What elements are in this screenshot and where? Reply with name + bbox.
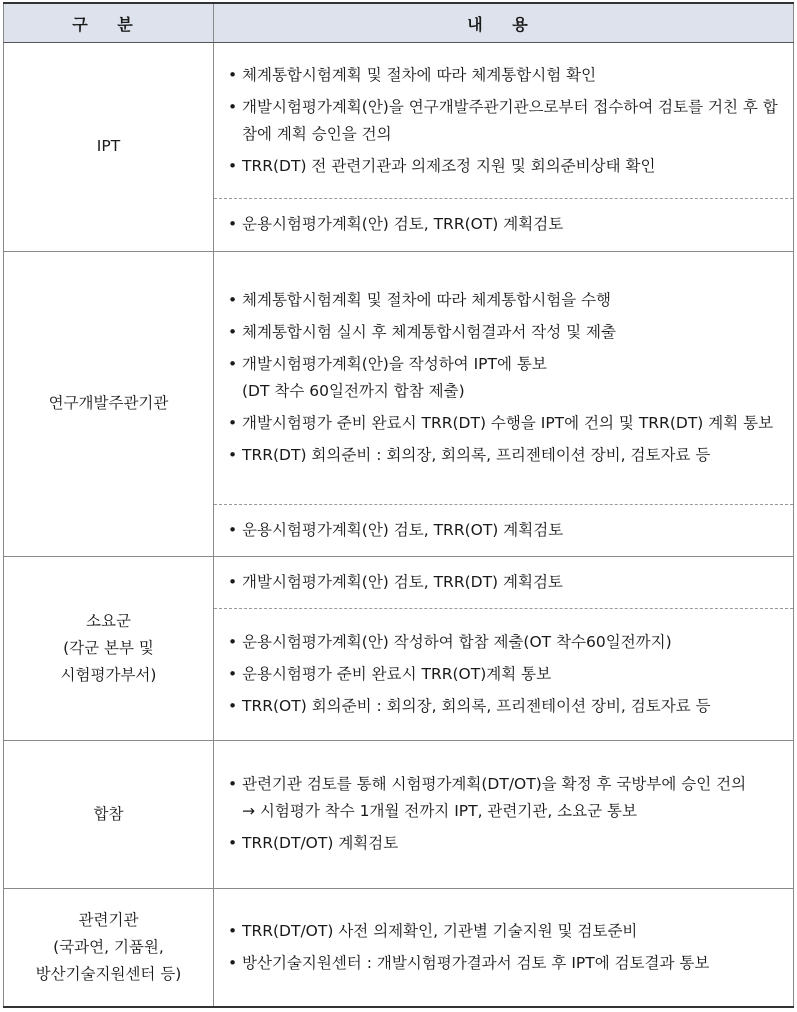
bullet-item <box>228 319 781 346</box>
bullet-icon: • <box>228 322 238 341</box>
table-row <box>4 888 794 1007</box>
bullet-icon: • <box>228 215 238 234</box>
table-row <box>4 741 794 888</box>
bullet-text: 개발시험평가계획(안)을 연구개발주관기관으로부터 접수하여 검토를 거친 후 합참에 계획 승인을 건의 <box>242 97 778 143</box>
bullet-text: TRR(DT/OT) 사전 의제확인, 기관별 기술지원 및 검토준비 <box>242 921 638 940</box>
header-row <box>4 3 794 43</box>
bullet-item <box>228 94 781 148</box>
bullet-text: 방산기술지원센터 : 개발시험평가결과서 검토 후 IPT에 검토결과 통보 <box>242 953 710 972</box>
bullet-item <box>228 629 781 656</box>
bullet-item <box>228 442 781 469</box>
bullet-text: TRR(DT) 전 관련기관과 의제조정 지원 및 회의준비상태 확인 <box>242 156 656 175</box>
bullet-icon: • <box>228 665 238 684</box>
table-row <box>4 43 794 199</box>
bullet-text: 운용시험평가 준비 완료시 TRR(OT)계획 통보 <box>242 665 552 684</box>
bullet-text: 개발시험평가 준비 완료시 TRR(DT) 수행을 IPT에 건의 및 TRR(DT) 계획 통보 <box>242 413 774 432</box>
category-label: (각군 본부 및 <box>63 639 154 658</box>
bullet-icon: • <box>228 633 238 652</box>
bullet-text: 관련기관 검토를 통해 시험평가계획(DT/OT)을 확정 후 국방부에 승인 건의 <box>242 775 747 794</box>
bullet-text: 체계통합시험 실시 후 체계통합시험결과서 작성 및 제출 <box>242 322 616 341</box>
content-cell <box>214 504 794 556</box>
content-cell <box>214 251 794 504</box>
category-label: 소요군 <box>86 612 131 631</box>
bullet-item <box>228 661 781 688</box>
bullet-item <box>228 211 781 238</box>
bullet-icon: • <box>228 573 238 592</box>
content-cell <box>214 43 794 199</box>
bullet-item <box>228 569 781 596</box>
bullet-item <box>228 693 781 720</box>
bullet-text: 체계통합시험계획 및 절차에 따라 체계통합시험 확인 <box>242 65 597 84</box>
bullet-text: 운용시험평가계획(안) 작성하여 합참 제출(OT 착수60일전까지) <box>242 633 672 652</box>
bullet-item <box>228 287 781 314</box>
bullet-text: TRR(DT/OT) 계획검토 <box>242 834 399 853</box>
category-label: 시험평가부서) <box>60 666 157 685</box>
bullet-item <box>228 517 781 544</box>
header-category: 구 분 <box>4 3 214 43</box>
category-label: 합참 <box>93 804 124 823</box>
content-cell <box>214 888 794 1007</box>
roles-table <box>3 2 794 1008</box>
bullet-icon: • <box>228 156 238 175</box>
category-label: 방산기술지원센터 등) <box>35 964 182 983</box>
category-label: 연구개발주관기관 <box>48 394 169 413</box>
bullet-text: 체계통합시험계획 및 절차에 따라 체계통합시험을 수행 <box>242 290 612 309</box>
category-label: IPT <box>96 137 121 156</box>
table-row <box>4 556 794 608</box>
table-body <box>4 43 794 1008</box>
bullet-item <box>228 918 781 945</box>
category-cell <box>4 43 214 252</box>
category-label: (국과연, 기품원, <box>53 937 164 956</box>
category-cell <box>4 251 214 556</box>
bullet-text: 개발시험평가계획(안)을 작성하여 IPT에 통보 <box>242 354 547 373</box>
content-cell <box>214 741 794 888</box>
bullet-icon: • <box>228 65 238 84</box>
content-cell <box>214 199 794 251</box>
bullet-icon: • <box>228 921 238 940</box>
bullet-item <box>228 62 781 89</box>
bullet-text: 운용시험평가계획(안) 검토, TRR(OT) 계획검토 <box>242 520 564 539</box>
bullet-item <box>228 153 781 180</box>
category-cell <box>4 888 214 1007</box>
bullet-item <box>228 351 781 378</box>
bullet-note: (DT 착수 60일전까지 합참 제출) <box>242 381 465 400</box>
bullet-icon: • <box>228 834 238 853</box>
content-cell <box>214 609 794 741</box>
bullet-item <box>228 771 781 798</box>
bullet-text: TRR(OT) 회의준비 : 회의장, 회의록, 프리젠테이션 장비, 검토자료 등 <box>242 697 711 716</box>
arrow-note: → 시험평가 착수 1개월 전까지 IPT, 관련기관, 소요군 통보 <box>242 802 637 821</box>
bullet-text: 개발시험평가계획(안) 검토, TRR(DT) 계획검토 <box>242 573 563 592</box>
category-cell <box>4 556 214 740</box>
bullet-icon: • <box>228 697 238 716</box>
bullet-icon: • <box>228 953 238 972</box>
bullet-icon: • <box>228 290 238 309</box>
bullet-icon: • <box>228 354 238 373</box>
category-label: 관련기관 <box>78 910 139 929</box>
bullet-item <box>228 410 781 437</box>
bullet-text: TRR(DT) 회의준비 : 회의장, 회의록, 프리젠테이션 장비, 검토자료 등 <box>242 445 711 464</box>
content-cell <box>214 556 794 608</box>
table-row <box>4 251 794 504</box>
bullet-item <box>228 830 781 857</box>
bullet-icon: • <box>228 413 238 432</box>
bullet-icon: • <box>228 97 238 116</box>
header-content: 내 용 <box>214 3 794 43</box>
bullet-icon: • <box>228 775 238 794</box>
bullet-item <box>228 950 781 977</box>
category-cell <box>4 741 214 888</box>
bullet-icon: • <box>228 445 238 464</box>
bullet-icon: • <box>228 520 238 539</box>
bullet-text: 운용시험평가계획(안) 검토, TRR(OT) 계획검토 <box>242 215 564 234</box>
